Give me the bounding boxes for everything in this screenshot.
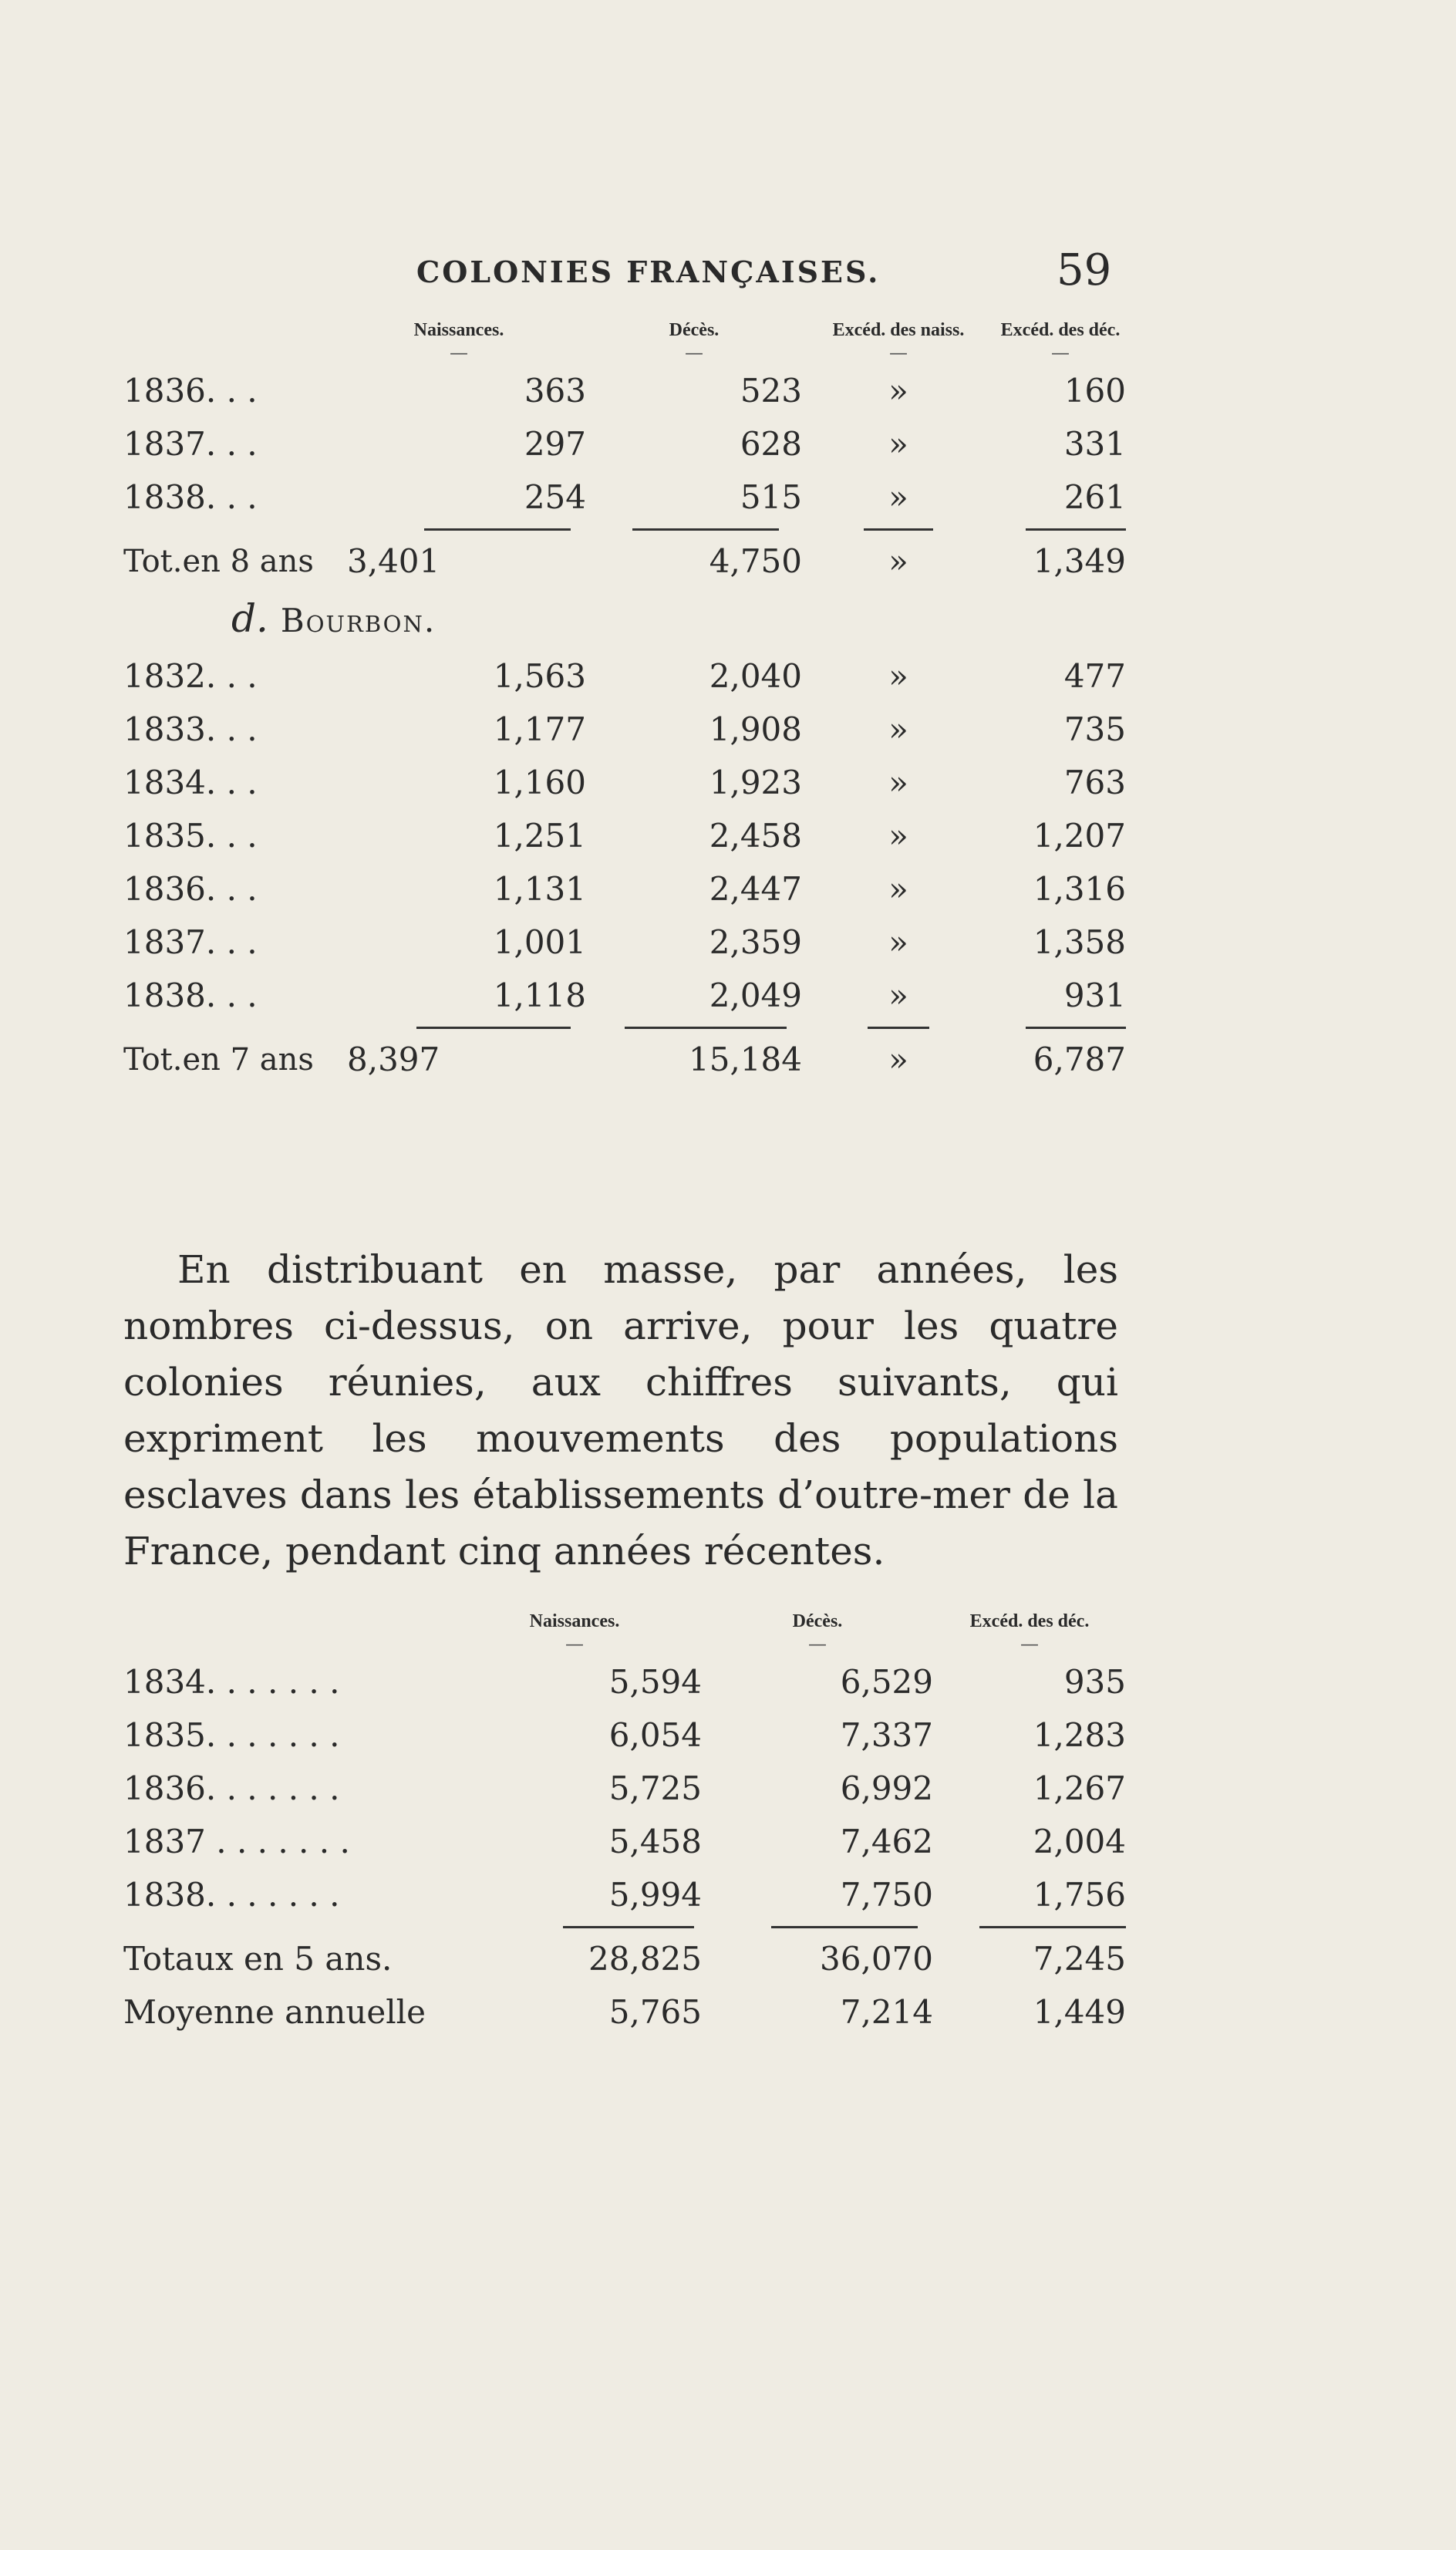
- births-total: 28,825: [588, 1940, 702, 1978]
- table-row: [123, 756, 1126, 809]
- deaths-value: 7,750: [840, 1876, 933, 1914]
- table-row: [123, 1868, 1126, 1921]
- column-dash: —: [889, 342, 908, 363]
- table-row: [123, 969, 1126, 1022]
- excess-deaths-value: 735: [1063, 710, 1126, 748]
- deaths-total: 15,184: [689, 1041, 802, 1078]
- total-rule: [979, 1926, 1126, 1928]
- row-year: 1836. . . . . . .: [123, 1769, 340, 1807]
- deaths-value: 6,992: [840, 1769, 933, 1807]
- table-row: [123, 809, 1126, 862]
- excess-deaths-value: 477: [1063, 657, 1126, 695]
- excess-deaths-total: 7,245: [1033, 1940, 1126, 1978]
- table-row: [123, 471, 1126, 524]
- row-year: 1836. . .: [123, 372, 258, 410]
- excess-births-value: »: [888, 923, 908, 961]
- total-rule: [1026, 528, 1126, 531]
- deaths-average: 7,214: [840, 1993, 933, 2031]
- excess-deaths-value: 1,358: [1033, 923, 1126, 961]
- excess-deaths-value: 160: [1063, 372, 1126, 410]
- deaths-value: 2,040: [709, 657, 802, 695]
- deaths-value: 2,359: [709, 923, 802, 961]
- excess-deaths-value: 931: [1063, 976, 1126, 1014]
- total-rule: [632, 528, 779, 531]
- column-header-excess-deaths: Excéd. des déc.: [969, 1611, 1090, 1631]
- column-dash: —: [808, 1633, 827, 1654]
- excess-deaths-value: 1,283: [1033, 1716, 1126, 1754]
- column-header-excess-births: Excéd. des naiss.: [832, 320, 965, 340]
- births-value: 5,994: [608, 1876, 702, 1914]
- table-row: [123, 862, 1126, 916]
- births-value: 1,118: [493, 976, 586, 1014]
- combined-colonies-table: [123, 1598, 1126, 2039]
- colony-statistics-table: [123, 307, 1126, 1086]
- deaths-total: 4,750: [709, 542, 802, 580]
- column-dash: —: [565, 1633, 584, 1654]
- table-row: [123, 1708, 1126, 1762]
- excess-births-total: »: [888, 1041, 908, 1078]
- table-row: [123, 649, 1126, 703]
- row-year: 1834. . .: [123, 764, 258, 801]
- total-rule-row: [123, 1022, 1126, 1033]
- total-label: Tot.en 7 ans: [123, 1041, 314, 1078]
- births-value: 6,054: [608, 1716, 702, 1754]
- row-year: 1837. . .: [123, 923, 258, 961]
- births-value: 1,131: [493, 870, 586, 908]
- total-rule-row: [123, 1921, 1126, 1932]
- total-rule: [868, 1027, 929, 1029]
- births-value: 5,458: [608, 1823, 702, 1860]
- births-total: 3,401: [347, 542, 440, 580]
- row-year: 1838. . . . . . .: [123, 1876, 340, 1914]
- total-rule: [1026, 1027, 1126, 1029]
- column-header-births: Naissances.: [413, 320, 504, 340]
- table-row: [123, 1655, 1126, 1708]
- excess-deaths-value: 261: [1063, 478, 1126, 516]
- excess-deaths-value: 1,267: [1033, 1769, 1126, 1807]
- total-row: [123, 1033, 1126, 1086]
- excess-deaths-value: 1,207: [1033, 817, 1126, 855]
- column-dash: —: [450, 342, 468, 363]
- births-value: 297: [524, 425, 586, 463]
- section-letter: d.: [231, 596, 268, 641]
- row-year: 1836. . .: [123, 870, 258, 908]
- excess-deaths-total: 6,787: [1033, 1041, 1126, 1078]
- column-dash: —: [685, 342, 703, 363]
- column-header-deaths: Décès.: [669, 320, 720, 340]
- excess-deaths-value: 331: [1063, 425, 1126, 463]
- births-value: 5,594: [608, 1663, 702, 1701]
- table-row: [123, 1762, 1126, 1815]
- deaths-total: 36,070: [820, 1940, 933, 1978]
- row-year: 1835. . . . . . .: [123, 1716, 340, 1754]
- table-row: [123, 417, 1126, 471]
- total-rule: [864, 528, 933, 531]
- excess-births-value: »: [888, 870, 908, 908]
- column-header-excess-deaths: Excéd. des déc.: [1000, 320, 1121, 340]
- deaths-value: 1,923: [709, 764, 802, 801]
- column-dash: —: [1020, 1633, 1039, 1654]
- excess-deaths-value: 763: [1063, 764, 1126, 801]
- dash-row: [123, 341, 1126, 364]
- deaths-value: 2,447: [709, 870, 802, 908]
- deaths-value: 2,049: [709, 976, 802, 1014]
- table-row: [123, 703, 1126, 756]
- total-label: Tot.en 8 ans: [123, 543, 314, 579]
- excess-deaths-value: 935: [1063, 1663, 1126, 1701]
- dash-row: [123, 1632, 1126, 1655]
- deaths-value: 7,337: [840, 1716, 933, 1754]
- row-year: 1835. . .: [123, 817, 258, 855]
- totals-row: [123, 1932, 1126, 1985]
- births-value: 254: [524, 478, 586, 516]
- excess-births-total: »: [888, 542, 908, 580]
- births-value: 1,563: [493, 657, 586, 695]
- excess-deaths-value: 1,316: [1033, 870, 1126, 908]
- excess-births-value: »: [888, 764, 908, 801]
- average-label: Moyenne annuelle: [123, 1993, 426, 2031]
- page-number: 59: [1057, 245, 1112, 295]
- row-year: 1838. . .: [123, 478, 258, 516]
- page-header: [0, 245, 1456, 301]
- deaths-value: 1,908: [709, 710, 802, 748]
- total-rule: [424, 528, 571, 531]
- excess-births-value: »: [888, 478, 908, 516]
- deaths-value: 628: [740, 425, 802, 463]
- column-header-births: Naissances.: [529, 1611, 620, 1631]
- births-value: 5,725: [608, 1769, 702, 1807]
- table-row: [123, 364, 1126, 417]
- excess-deaths-average: 1,449: [1033, 1993, 1126, 2031]
- total-rule: [416, 1027, 571, 1029]
- deaths-value: 515: [740, 478, 802, 516]
- excess-births-value: »: [888, 976, 908, 1014]
- excess-births-value: »: [888, 372, 908, 410]
- births-value: 1,001: [493, 923, 586, 961]
- table-row: [123, 1815, 1126, 1868]
- deaths-value: 6,529: [840, 1663, 933, 1701]
- deaths-value: 523: [740, 372, 802, 410]
- excess-births-value: »: [888, 710, 908, 748]
- column-dash: —: [1051, 342, 1070, 363]
- column-header-deaths: Décès.: [792, 1611, 843, 1631]
- total-rule: [771, 1926, 918, 1928]
- average-row: [123, 1985, 1126, 2039]
- excess-births-value: »: [888, 425, 908, 463]
- deaths-value: 2,458: [709, 817, 802, 855]
- excess-deaths-total: 1,349: [1033, 542, 1126, 580]
- deaths-value: 7,462: [840, 1823, 933, 1860]
- row-year: 1833. . .: [123, 710, 258, 748]
- body-paragraph: En distribuant en masse, par années, les nombres ci-dessus, on arrive, pour les quatre colonies réunies, aux chiffres suivants, qui expriment les mouvements des populations esclaves dans les établissements d’outre-mer de la France, pendant cinq années récentes.: [123, 1247, 1118, 1574]
- total-rule-row: [123, 524, 1126, 535]
- excess-deaths-value: 1,756: [1033, 1876, 1126, 1914]
- total-row: [123, 535, 1126, 588]
- total-rule: [625, 1027, 787, 1029]
- births-total: 8,397: [347, 1041, 440, 1078]
- section-heading-row: [123, 588, 1126, 649]
- births-average: 5,765: [608, 1993, 702, 2031]
- excess-births-value: »: [888, 817, 908, 855]
- column-header-row: [123, 1598, 1126, 1632]
- column-header-row: [123, 307, 1126, 341]
- total-rule: [563, 1926, 694, 1928]
- row-year: 1837. . .: [123, 425, 258, 463]
- births-value: 363: [524, 372, 586, 410]
- excess-births-value: »: [888, 657, 908, 695]
- row-year: 1834. . . . . . .: [123, 1663, 340, 1701]
- births-value: 1,177: [493, 710, 586, 748]
- running-title: COLONIES FRANÇAISES.: [416, 255, 881, 289]
- row-year: 1832. . .: [123, 657, 258, 695]
- births-value: 1,251: [493, 817, 586, 855]
- births-value: 1,160: [493, 764, 586, 801]
- totals-label: Totaux en 5 ans.: [123, 1940, 393, 1978]
- table-row: [123, 916, 1126, 969]
- excess-deaths-value: 2,004: [1033, 1823, 1126, 1860]
- section-name: Bourbon.: [280, 602, 436, 639]
- row-year: 1838. . .: [123, 976, 258, 1014]
- row-year: 1837 . . . . . . .: [123, 1823, 350, 1860]
